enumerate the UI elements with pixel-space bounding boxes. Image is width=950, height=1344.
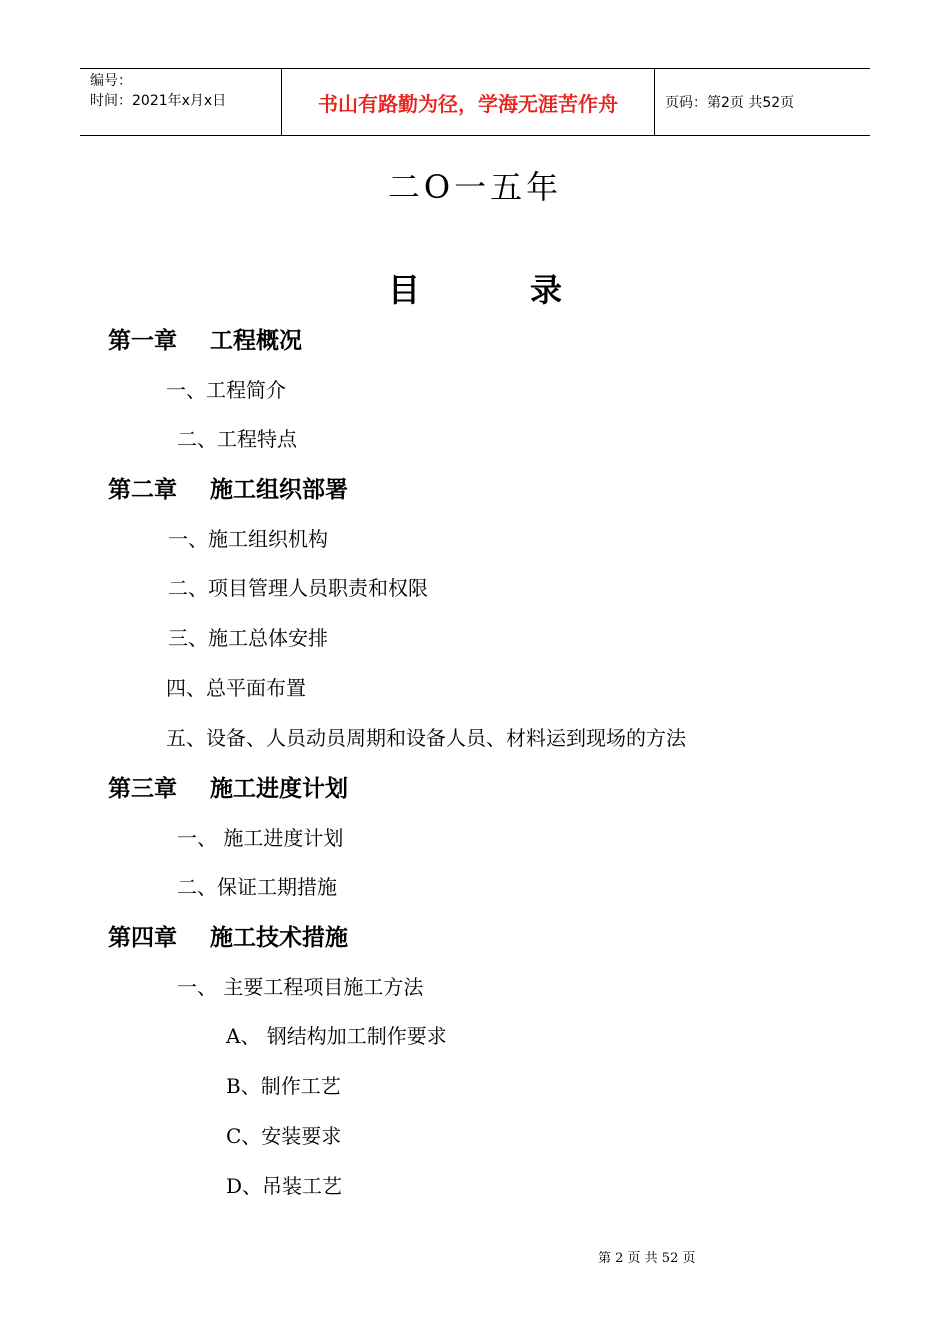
chapter-title: 施工进度计划	[210, 776, 348, 802]
chapter-number: 第四章	[108, 925, 177, 951]
toc-item[interactable]: 四、总平面布置	[166, 676, 306, 700]
chapter-number: 第一章	[108, 328, 177, 354]
page-header	[80, 68, 870, 136]
toc-item[interactable]: A、 钢结构加工制作要求	[226, 1024, 447, 1048]
header-motto-cell	[282, 69, 655, 135]
number-label: 编号：	[90, 73, 132, 89]
toc-chapter[interactable]	[108, 919, 348, 952]
chapter-title: 施工技术措施	[210, 925, 348, 951]
toc-title-right: 录	[530, 271, 563, 309]
page-footer: 第 2 页 共 52 页	[598, 1251, 696, 1266]
toc-item[interactable]: 五、设备、人员动员周期和设备人员、材料运到现场的方法	[166, 726, 686, 750]
toc-title-left: 目	[387, 271, 420, 309]
toc-item[interactable]: 一、工程简介	[166, 378, 286, 402]
toc-chapter[interactable]	[108, 322, 302, 355]
year-heading: 二O一五年	[387, 168, 563, 206]
toc-item[interactable]: 二、项目管理人员职责和权限	[168, 576, 428, 600]
chapter-number: 第二章	[108, 477, 177, 503]
chapter-number: 第三章	[108, 776, 177, 802]
toc-item[interactable]: C、安装要求	[226, 1124, 342, 1148]
header-meta-cell	[80, 69, 282, 135]
toc-chapter[interactable]	[108, 471, 348, 504]
motto-text: 书山有路勤为径，学海无涯苦作舟	[318, 91, 618, 116]
toc-title	[0, 265, 950, 311]
chapter-title: 工程概况	[210, 328, 302, 354]
toc-item[interactable]: B、制作工艺	[226, 1074, 341, 1098]
chapter-title: 施工组织部署	[210, 477, 348, 503]
toc-item[interactable]: 二、工程特点	[177, 427, 297, 451]
toc-item[interactable]: D、吊装工艺	[226, 1174, 343, 1198]
toc-item[interactable]: 一、 主要工程项目施工方法	[177, 975, 424, 999]
toc-chapter[interactable]	[108, 770, 348, 803]
toc-item[interactable]: 一、施工组织机构	[168, 527, 328, 551]
page-label: 页码：第2页 共52页	[665, 95, 795, 111]
toc-item[interactable]: 三、施工总体安排	[168, 626, 328, 650]
toc-item[interactable]: 二、保证工期措施	[177, 875, 337, 899]
header-page-cell	[655, 69, 870, 135]
toc-item[interactable]: 一、 施工进度计划	[177, 826, 344, 850]
time-label: 时间：2021年x月x日	[90, 93, 227, 109]
